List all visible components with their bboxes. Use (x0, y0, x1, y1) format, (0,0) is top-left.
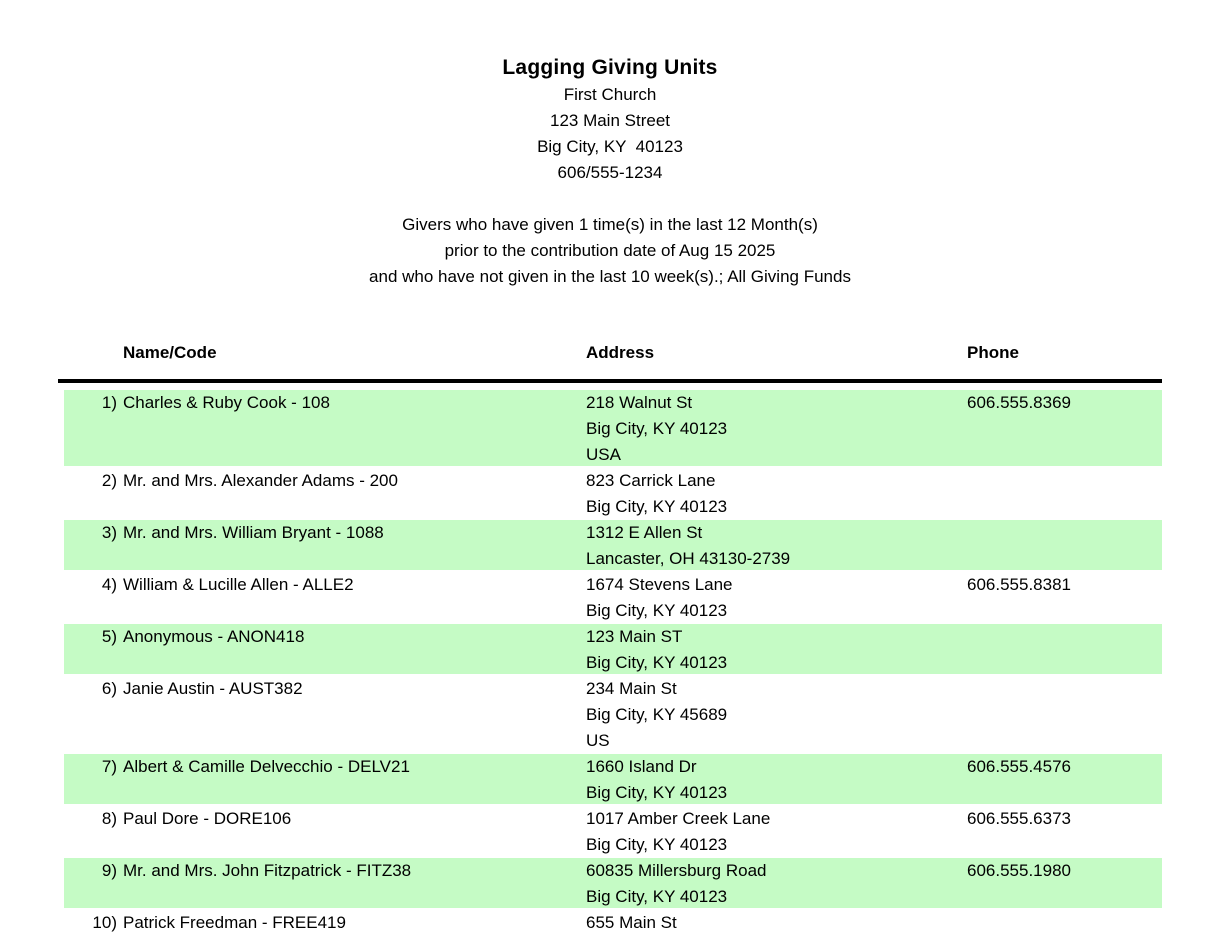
row-number: 8) (101, 809, 117, 828)
criteria-block (0, 212, 1220, 290)
address-line: US (586, 731, 610, 750)
giver-name-code: William & Lucille Allen - ALLE2 (123, 575, 354, 594)
address-line: 655 Main St (586, 913, 677, 932)
address-line: Big City, KY 40123 (586, 835, 728, 854)
column-header-address: Address (586, 343, 655, 362)
giver-name-code: Mr. and Mrs. William Bryant - 1088 (123, 523, 384, 542)
giver-address (586, 624, 967, 676)
address-line: USA (586, 445, 621, 464)
address-line: 1660 Island Dr (586, 757, 697, 776)
row-number: 4) (101, 575, 117, 594)
giver-phone: 606.555.4576 (967, 757, 1071, 776)
givers-table-body (0, 390, 1220, 936)
giver-name-code: Anonymous - ANON418 (123, 627, 305, 646)
giver-name-code: Patrick Freedman - FREE419 (123, 913, 346, 932)
giver-phone (967, 520, 1162, 572)
row-number: 2) (101, 471, 117, 490)
giver-phone: 606.555.8381 (967, 575, 1071, 594)
row-number: 5) (101, 627, 117, 646)
row-number: 1) (101, 393, 117, 412)
giver-address (586, 572, 967, 624)
address-line: Big City, KY 45689 (586, 705, 728, 724)
giver-address (586, 468, 967, 520)
org-name: First Church (563, 85, 657, 104)
address-line: 218 Walnut St (586, 393, 693, 412)
address-line: 234 Main St (586, 679, 677, 698)
giver-name-code: Janie Austin - AUST382 (123, 679, 303, 698)
giver-phone (967, 676, 1162, 754)
giver-address (586, 910, 967, 936)
table-row (64, 520, 1162, 572)
giver-phone: 606.555.6373 (967, 809, 1071, 828)
report-title: Lagging Giving Units (502, 56, 718, 79)
giver-address (586, 754, 967, 806)
giver-name-code: Charles & Ruby Cook - 108 (123, 393, 330, 412)
header-divider-rule (58, 379, 1162, 383)
address-line: Big City, KY 40123 (586, 601, 728, 620)
org-phone: 606/555-1234 (557, 163, 663, 182)
address-line: Big City, KY 40123 (586, 653, 728, 672)
address-line: 1674 Stevens Lane (586, 575, 733, 594)
table-row (64, 572, 1162, 624)
org-city-state-zip: Big City, KY 40123 (537, 137, 683, 156)
row-number: 9) (101, 861, 117, 880)
giver-name-code: Albert & Camille Delvecchio - DELV21 (123, 757, 410, 776)
giver-name-code: Mr. and Mrs. Alexander Adams - 200 (123, 471, 398, 490)
criteria-line-1: Givers who have given 1 time(s) in the last 12 Month(s) (402, 215, 818, 234)
giver-name-code: Paul Dore - DORE106 (123, 809, 292, 828)
org-street: 123 Main Street (549, 111, 670, 130)
giver-phone: 606.555.1980 (967, 861, 1071, 880)
row-number: 3) (101, 523, 117, 542)
address-line: 60835 Millersburg Road (586, 861, 767, 880)
table-row (64, 624, 1162, 676)
giver-address (586, 806, 967, 858)
column-header-name-code: Name/Code (123, 343, 217, 362)
giver-address (586, 858, 967, 910)
table-row (64, 468, 1162, 520)
address-line: 1017 Amber Creek Lane (586, 809, 771, 828)
address-line: 123 Main ST (586, 627, 683, 646)
row-number: 7) (101, 757, 117, 776)
row-number: 6) (101, 679, 117, 698)
giver-phone (967, 910, 1162, 936)
table-row (64, 390, 1162, 468)
giver-address (586, 520, 967, 572)
table-row (64, 676, 1162, 754)
column-header-number-spacer (64, 340, 117, 366)
table-row (64, 858, 1162, 910)
table-row (64, 910, 1162, 936)
giver-address (586, 676, 967, 754)
address-line: Big City, KY 40123 (586, 419, 728, 438)
address-line: Lancaster, OH 43130-2739 (586, 549, 791, 568)
giver-address (586, 390, 967, 468)
table-row (64, 806, 1162, 858)
row-number: 10) (92, 913, 117, 932)
report-header (0, 0, 1220, 186)
criteria-line-2: prior to the contribution date of Aug 15 2025 (444, 241, 776, 260)
table-row (64, 754, 1162, 806)
giver-phone (967, 468, 1162, 520)
address-line: Big City, KY 40123 (586, 887, 728, 906)
giver-phone: 606.555.8369 (967, 393, 1071, 412)
address-line: 1312 E Allen St (586, 523, 703, 542)
table-header-row (64, 340, 1162, 366)
address-line: Big City, KY 40123 (586, 497, 728, 516)
giver-phone (967, 624, 1162, 676)
address-line: Big City, KY 40123 (586, 783, 728, 802)
column-header-phone: Phone (967, 343, 1019, 362)
criteria-line-3: and who have not given in the last 10 week(s).; All Giving Funds (369, 267, 851, 286)
address-line: 823 Carrick Lane (586, 471, 716, 490)
giver-name-code: Mr. and Mrs. John Fitzpatrick - FITZ38 (123, 861, 412, 880)
